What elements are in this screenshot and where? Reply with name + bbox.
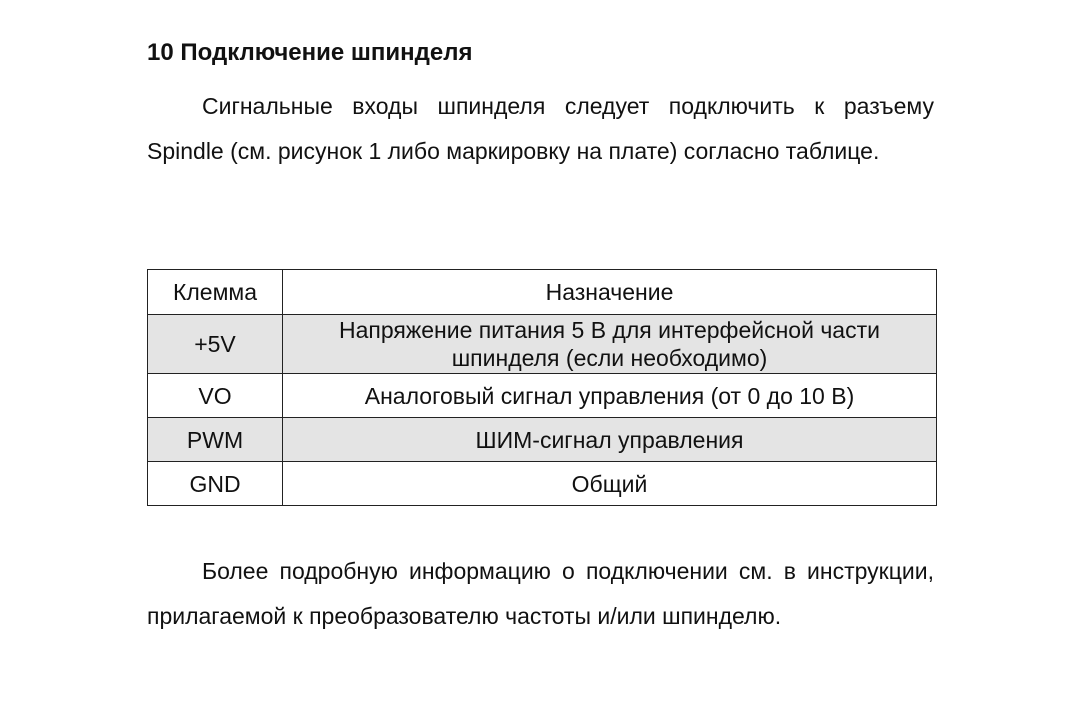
cell-purpose: Общий: [283, 462, 937, 506]
table-row: [148, 315, 937, 374]
table-row: [148, 374, 937, 418]
cell-terminal: GND: [148, 462, 283, 506]
cell-purpose: Аналоговый сигнал управления (от 0 до 10 В): [283, 374, 937, 418]
table-row: [148, 462, 937, 506]
cell-terminal: PWM: [148, 418, 283, 462]
cell-terminal: VO: [148, 374, 283, 418]
cell-purpose: Напряжение питания 5 В для интерфейсной части шпинделя (если необходимо): [283, 315, 937, 374]
header-terminal: Клемма: [148, 270, 283, 315]
spindle-connection-table: [147, 269, 937, 506]
header-purpose: Назначение: [283, 270, 937, 315]
outro-paragraph: Более подробную информацию о подключении см. в инструкции, прилагаемой к преобразователю частоты и/или шпинделю.: [147, 558, 934, 629]
table-header-row: [148, 270, 937, 315]
section-heading: 10 Подключение шпинделя: [147, 39, 473, 66]
cell-terminal: +5V: [148, 315, 283, 374]
table-row: [148, 418, 937, 462]
cell-purpose: ШИМ-сигнал управления: [283, 418, 937, 462]
intro-paragraph: Сигнальные входы шпинделя следует подключить к разъему Spindle (см. рисунок 1 либо маркировку на плате) согласно таблице.: [147, 93, 934, 164]
